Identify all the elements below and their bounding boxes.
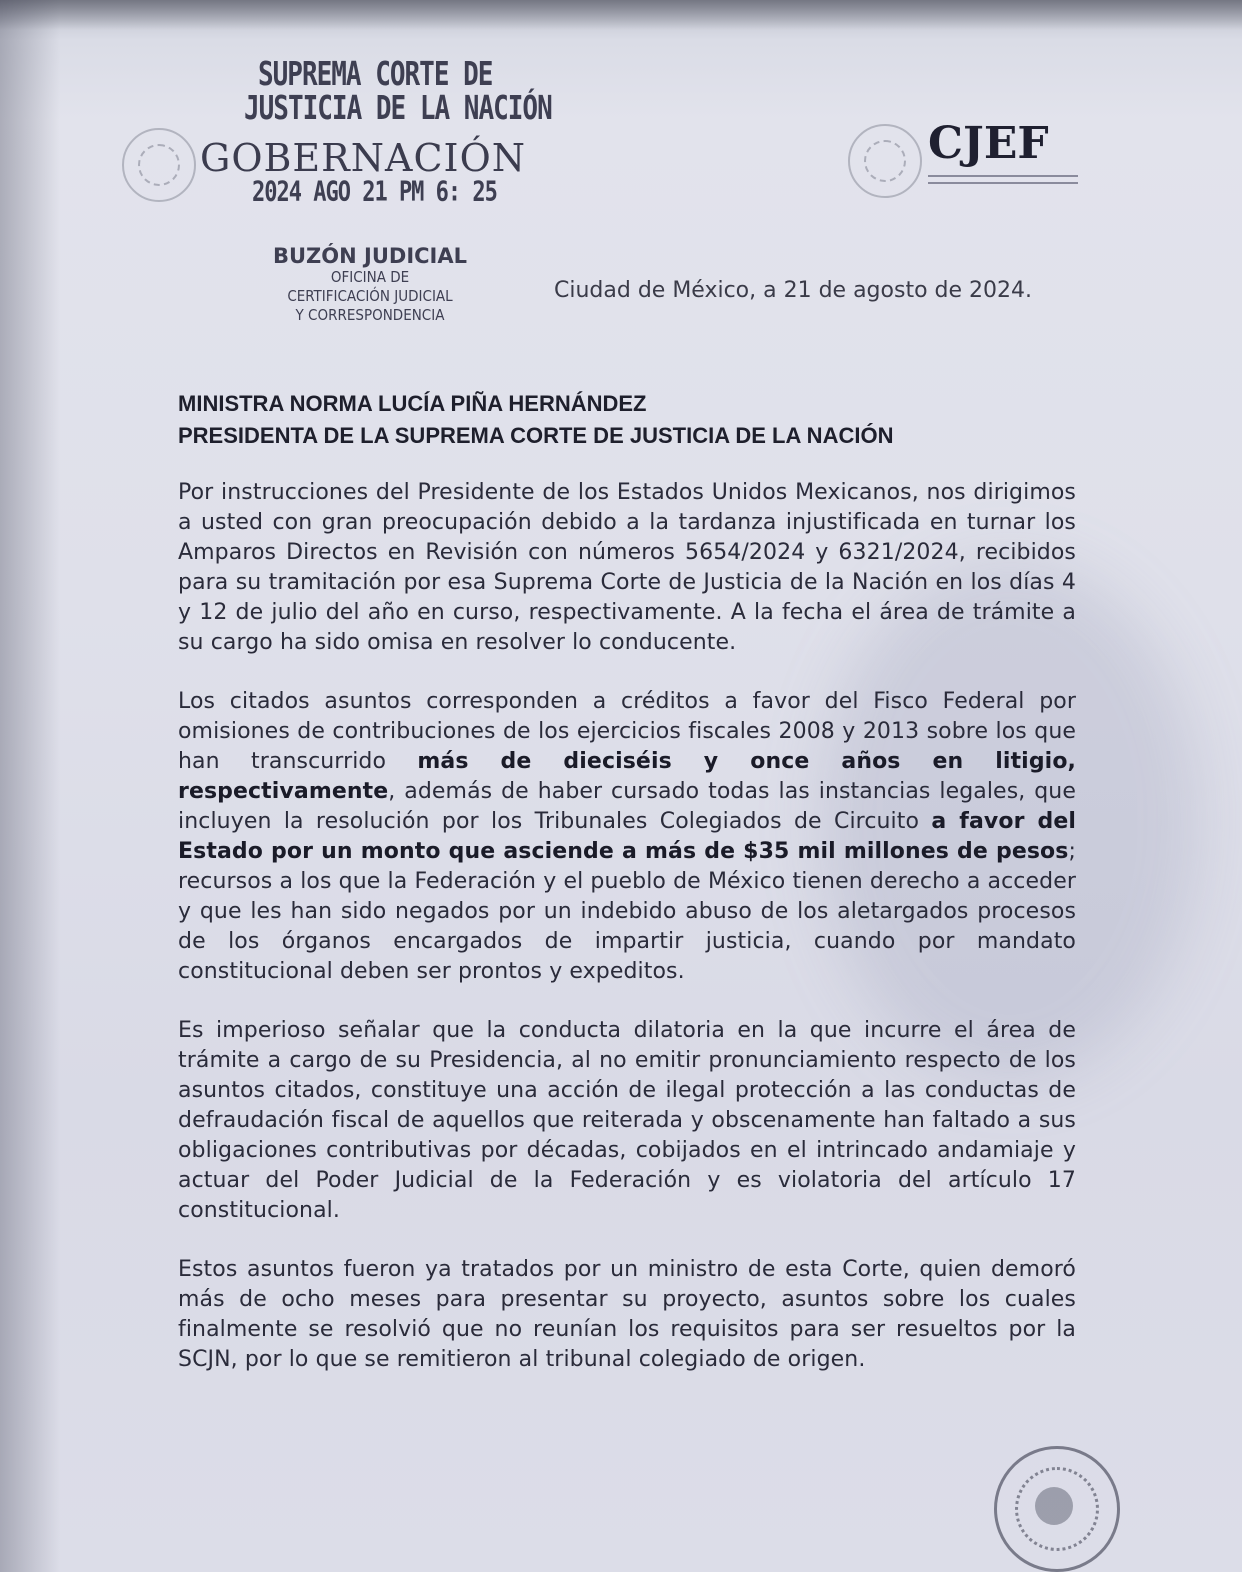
paragraph-3: Es imperioso señalar que la conducta dilatoria en la que incurre el área de trámite a cargo de su Presidencia, al no emitir pronunciamiento respecto de los asuntos citados, constituye una acción de ilegal protección a las conductas de defraudación fiscal de aquellos que reiterada y obscenamente han faltado a sus obligaciones contributivas por décadas, cobijados en el intrincado andamiaje y actuar del Poder Judicial de la Federación y es violatoria del artículo 17 constitucional. — [178, 1018, 1076, 1223]
paragraph-2-bold-a: más de dieciséis y once años en litigio, respectivamente — [178, 749, 1076, 804]
paragraph-4: Estos asuntos fueron ya tratados por un ministro de esta Corte, quien demoró más de ocho meses para presentar su proyecto, asuntos sobre los cuales finalmente se resolvió que no reunían los requisitos para ser resueltos por la SCJN, por lo que se remitieron al tribunal colegiado de origen. — [178, 1257, 1076, 1372]
stamp-line-1: SUPREMA CORTE DE — [258, 56, 493, 94]
buzon-title: BUZÓN JUDICIAL — [273, 244, 467, 268]
addressee — [178, 388, 893, 452]
paragraph-2-part-c: , además de haber cursado todas las instancias legales, que incluyen la resolución por los Tribunales Colegiados de Circuito — [178, 779, 1076, 834]
gobernacion-logo: GOBERNACIÓN — [200, 136, 526, 180]
paragraph-1: Por instrucciones del Presidente de los Estados Unidos Mexicanos, nos dirigimos a usted con gran preocupación debido a la tardanza injustificada en turnar los Amparos Directos en Revisión con números 5654/2024 y 6321/2024, recibidos para su tramitación por esa Suprema Corte de Justicia de la Nación en los días 4 y 12 de julio del año en curso, respectivamente. A la fecha el área de trámite a su cargo ha sido omisa en resolver lo conducente. — [178, 480, 1076, 655]
paragraph-2 — [178, 687, 1076, 987]
left-shadow — [0, 0, 60, 1572]
buzon-line-1: OFICINA DE — [330, 268, 410, 286]
top-shadow — [0, 0, 1242, 30]
stamp-received-date: 2024 AGO 21 PM 6: 25 — [252, 176, 497, 209]
paragraph-2-bold-d: a favor del Estado por un monto que asciende a más de $35 mil millones de pesos — [178, 809, 1077, 864]
official-seal-icon — [994, 1446, 1120, 1572]
letter-date: Ciudad de México, a 21 de agosto de 2024. — [554, 278, 1032, 303]
buzon-judicial-stamp — [250, 244, 490, 325]
gobernacion-seal-icon — [122, 128, 196, 202]
addressee-role: PRESIDENTA DE LA SUPREMA CORTE DE JUSTICIA DE LA NACIÓN — [178, 423, 894, 448]
letter-body — [178, 478, 1076, 1404]
paragraph-2-part-e: ; recursos a los que la Federación y el pueblo de México tienen derecho a acceder y que les han sido negados por un indebido abuso de los aletargados procesos de los órganos encargados de impartir justicia, cuando por mandato constitucional deben ser prontos y expeditos. — [178, 839, 1076, 984]
buzon-line-3: Y CORRESPONDENCIA — [295, 306, 445, 324]
cjef-logo: CJEF — [928, 118, 1049, 169]
cjef-seal-icon — [848, 124, 922, 198]
cjef-logo-subtitle-icon — [928, 172, 1088, 184]
stamp-line-2: JUSTICIA DE LA NACIÓN — [244, 90, 552, 128]
paragraph-2-part-a: Los citados asuntos corresponden a créditos a favor del Fisco Federal por omisiones de contribuciones de los ejercicios fiscales 2008 y 2013 sobre los que han transcurrido — [178, 689, 1076, 774]
addressee-name: MINISTRA NORMA LUCÍA PIÑA HERNÁNDEZ — [178, 391, 647, 416]
buzon-line-2: CERTIFICACIÓN JUDICIAL — [287, 287, 453, 305]
